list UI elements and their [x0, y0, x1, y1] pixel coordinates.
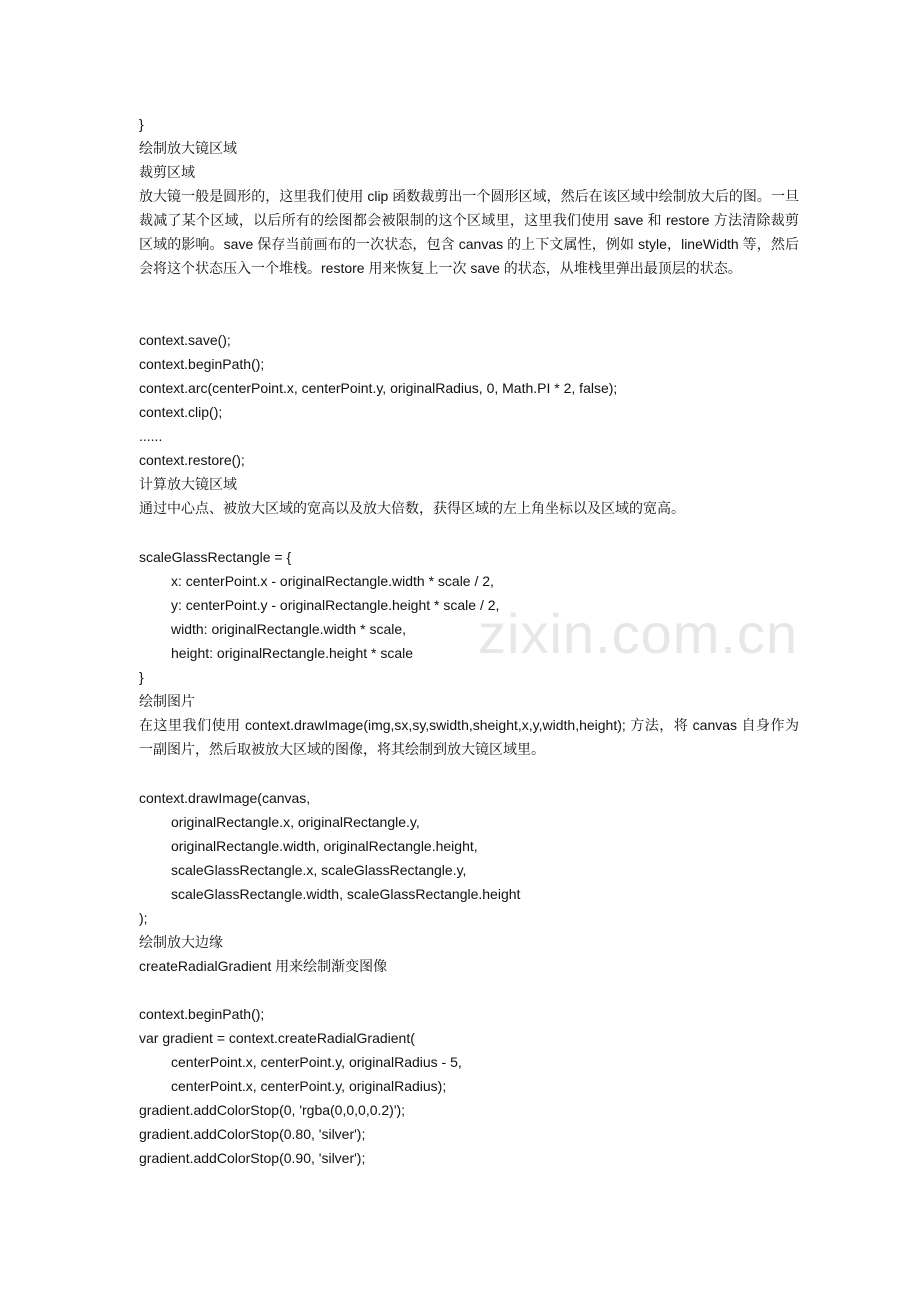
code-line: x: centerPoint.x - originalRectangle.width * scale / 2, [171, 573, 494, 589]
code-line: originalRectangle.x, originalRectangle.y, [171, 814, 420, 830]
paragraph: 通过中心点、被放大区域的宽高以及放大倍数，获得区域的左上角坐标以及区域的宽高。 [139, 500, 685, 516]
code-line: gradient.addColorStop(0, 'rgba(0,0,0,0.2)'); [139, 1102, 406, 1118]
code-line: centerPoint.x, centerPoint.y, originalRadius); [171, 1078, 447, 1094]
code-line: ); [139, 910, 148, 926]
code-line: centerPoint.x, centerPoint.y, originalRadius - 5, [171, 1054, 462, 1070]
code-line: } [139, 669, 144, 685]
code-line: scaleGlassRectangle = { [139, 549, 292, 565]
code-line: scaleGlassRectangle.x, scaleGlassRectangle.y, [171, 862, 467, 878]
code-line: gradient.addColorStop(0.80, 'silver'); [139, 1126, 366, 1142]
code-line: context.beginPath(); [139, 1006, 265, 1022]
paragraph: createRadialGradient 用来绘制渐变图像 [139, 958, 388, 974]
code-line: height: originalRectangle.height * scale [171, 645, 414, 661]
code-line: ...... [139, 428, 163, 444]
code-line: scaleGlassRectangle.width, scaleGlassRectangle.height [171, 886, 521, 902]
section-heading: 绘制图片 [139, 693, 195, 709]
code-line: var gradient = context.createRadialGradient( [139, 1030, 415, 1046]
code-line: y: centerPoint.y - originalRectangle.height * scale / 2, [171, 597, 500, 613]
code-line: context.drawImage(canvas, [139, 790, 311, 806]
subsection-heading: 裁剪区域 [139, 164, 195, 180]
section-heading: 绘制放大镜区域 [139, 140, 237, 156]
paragraph: 在这里我们使用 context.drawImage(img,sx,sy,swidth,sheight,x,y,width,height); 方法，将 canvas 自身作为一副图片，然后取被放大区域的图像，将其绘制到放大镜区域里。 [139, 717, 799, 757]
code-line: originalRectangle.width, originalRectangle.height, [171, 838, 478, 854]
code-line: context.clip(); [139, 404, 223, 420]
code-line: context.beginPath(); [139, 356, 265, 372]
code-line: context.restore(); [139, 452, 245, 468]
code-line: context.save(); [139, 332, 231, 348]
section-heading: 绘制放大边缘 [139, 934, 223, 950]
paragraph: 放大镜一般是圆形的，这里我们使用 clip 函数裁剪出一个圆形区域，然后在该区域中绘制放大后的图。一旦裁减了某个区域，以后所有的绘图都会被限制的这个区域里，这里我们使用 save 和 restore 方法清除裁剪区域的影响。save 保存当前画布的一次状态，包含 canvas 的上下文属性，例如 style，lineWidth 等，然后会将这个状态压入一个堆栈。restore 用来恢复上一次 save 的状态，从堆栈里弹出最顶层的状态。 [139, 188, 799, 276]
code-line: } [139, 116, 144, 132]
code-line: width: originalRectangle.width * scale, [171, 621, 407, 637]
watermark-text: zixin.com.cn [478, 602, 799, 665]
code-line: context.arc(centerPoint.x, centerPoint.y, originalRadius, 0, Math.PI * 2, false); [139, 380, 618, 396]
code-line: gradient.addColorStop(0.90, 'silver'); [139, 1150, 366, 1166]
section-heading: 计算放大镜区域 [139, 476, 237, 492]
